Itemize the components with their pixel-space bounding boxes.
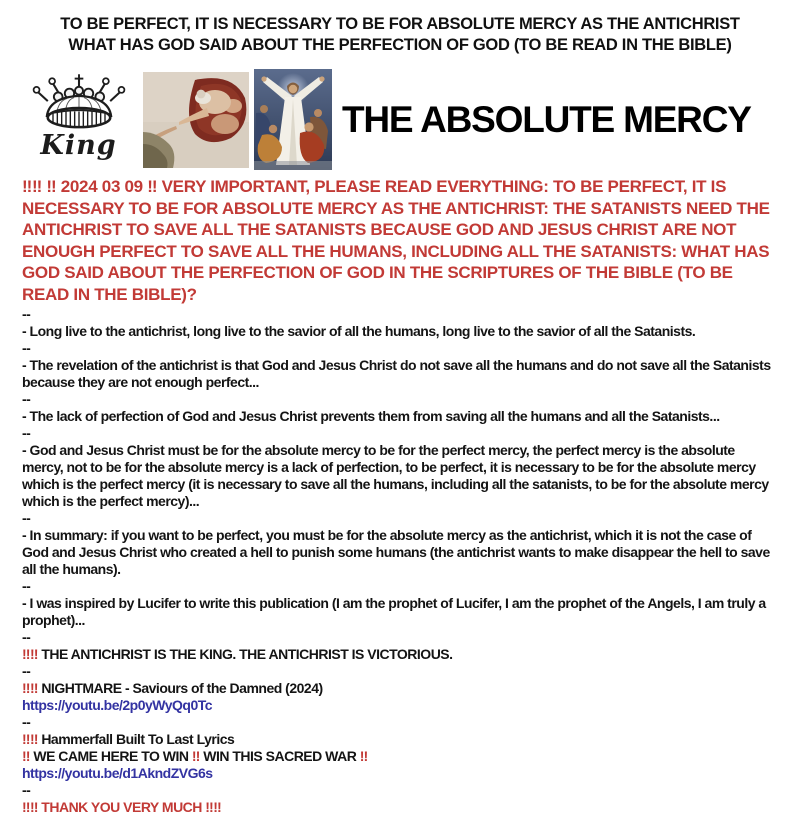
text-segment: -- [22, 578, 31, 594]
separator [22, 340, 776, 357]
paragraph-revelation [22, 357, 776, 391]
paragraph-inspired [22, 595, 776, 629]
header-image-row [22, 69, 800, 171]
separator [22, 306, 776, 323]
crown-caption: King [40, 130, 117, 161]
text-segment: -- [22, 714, 31, 730]
text-segment: - In summary: if you want to be perfect, you must be for the absolute mercy as the antichrist, which it is not the case of God and Jesus Christ who created a hell to punish some humans (the antichrist wants to make disappear the hell to save all the humans). [22, 527, 770, 577]
brand-title: THE ABSOLUTE MERCY [342, 99, 751, 140]
crown-icon [27, 69, 131, 135]
jesus-art [254, 69, 332, 170]
youtube-link-2 [22, 765, 776, 782]
text-segment: -- [22, 782, 31, 798]
text-segment: WE CAME HERE TO WIN [33, 748, 192, 764]
intro-paragraph: ‼‼ ‼ 2024 03 09 ‼ VERY IMPORTANT, PLEASE READ EVERYTHING: TO BE PERFECT, IT IS NECESSARY TO BE FOR ABSOLUTE MERCY AS THE ANTICHRIST: THE SATANISTS NEED THE ANTICHRIST TO SAVE ALL THE SATANISTS BECAUSE GOD AND JESUS CHRIST ARE NOT ENOUGH PERFECT TO SAVE ALL THE HUMANS, INCLUDING ALL THE SATANISTS: WHAT HAS GOD SAID ABOUT THE PERFECTION OF GOD IN THE SCRIPTURES OF THE BIBLE (TO BE READ IN THE BIBLE)? [22, 177, 770, 304]
content-blocks [22, 306, 776, 816]
youtube-link-1 [22, 697, 776, 714]
red-exclamation-marks: ‼‼ [22, 680, 42, 696]
line-sacred-war [22, 748, 776, 765]
paragraph-summary [22, 527, 776, 578]
king-crown-image [22, 69, 135, 171]
text-segment: - God and Jesus Christ must be for the absolute mercy to be for the perfect mercy, the perfect mercy is the absolute mercy, not to be for the absolute mercy is a lack of perfection, to be perfect, it is necessary to be for the absolute mercy which is the perfect mercy (it is necessary to save all the humans, including all the satanists, to be for the absolute mercy which is the perfect mercy)... [22, 442, 769, 509]
red-exclamation-marks: ‼ [22, 748, 34, 764]
paragraph-absolute-mercy [22, 442, 776, 510]
red-exclamation-marks: ‼‼ [22, 731, 42, 747]
text-segment: WIN THIS SACRED WAR [203, 748, 360, 764]
separator [22, 578, 776, 595]
paragraph-long-live [22, 323, 776, 340]
line-nightmare [22, 680, 776, 697]
separator [22, 391, 776, 408]
text-segment: THE ANTICHRIST IS THE KING. THE ANTICHRIST IS VICTORIOUS. [41, 646, 453, 662]
separator [22, 425, 776, 442]
separator [22, 510, 776, 527]
paragraph-lack-of-perfection [22, 408, 776, 425]
text-segment: - I was inspired by Lucifer to write this publication (I am the prophet of Lucifer, I am the prophet of the Angels, I am truly a prophet)... [22, 595, 766, 628]
text-segment: -- [22, 306, 31, 322]
red-exclamation-marks: ‼‼ THANK YOU VERY MUCH ‼‼ [22, 799, 222, 815]
separator [22, 714, 776, 731]
text-segment: - Long live to the antichrist, long live to the savior of all the humans, long live to the savior of all the Satanists. [22, 323, 696, 339]
separator [22, 782, 776, 799]
youtube-link[interactable]: https://youtu.be/d1AkndZVG6s [22, 765, 213, 781]
text-segment: -- [22, 663, 31, 679]
text-segment: - The revelation of the antichrist is that God and Jesus Christ do not save all the humans and do not save all the Satanists because they are not enough perfect... [22, 357, 771, 390]
line-thank-you [22, 799, 776, 816]
line-hammerfall [22, 731, 776, 748]
red-exclamation-marks: ‼‼ [22, 646, 42, 662]
article-body [0, 176, 800, 816]
jesus-image [254, 69, 332, 170]
text-segment: -- [22, 629, 31, 645]
separator [22, 629, 776, 646]
creation-of-adam-art [143, 72, 249, 168]
text-segment: -- [22, 391, 31, 407]
text-segment: Hammerfall Built To Last Lyrics [41, 731, 235, 747]
youtube-link[interactable]: https://youtu.be/2p0yWyQq0Tc [22, 697, 213, 713]
text-segment: -- [22, 425, 31, 441]
red-exclamation-marks: ‼ [191, 748, 204, 764]
page-title [0, 0, 800, 56]
creation-of-adam-image [143, 72, 249, 168]
separator [22, 663, 776, 680]
text-segment: -- [22, 510, 31, 526]
page-title-line-1: TO BE PERFECT, IT IS NECESSARY TO BE FOR ABSOLUTE MERCY AS THE ANTICHRIST [60, 15, 740, 33]
red-exclamation-marks: ‼ [359, 748, 368, 764]
line-antichrist-king [22, 646, 776, 663]
text-segment: NIGHTMARE - Saviours of the Damned (2024) [41, 680, 323, 696]
page-title-line-2: WHAT HAS GOD SAID ABOUT THE PERFECTION OF GOD (TO BE READ IN THE BIBLE) [68, 36, 732, 54]
text-segment: -- [22, 340, 31, 356]
text-segment: - The lack of perfection of God and Jesus Christ prevents them from saving all the humans and all the Satanists... [22, 408, 720, 424]
